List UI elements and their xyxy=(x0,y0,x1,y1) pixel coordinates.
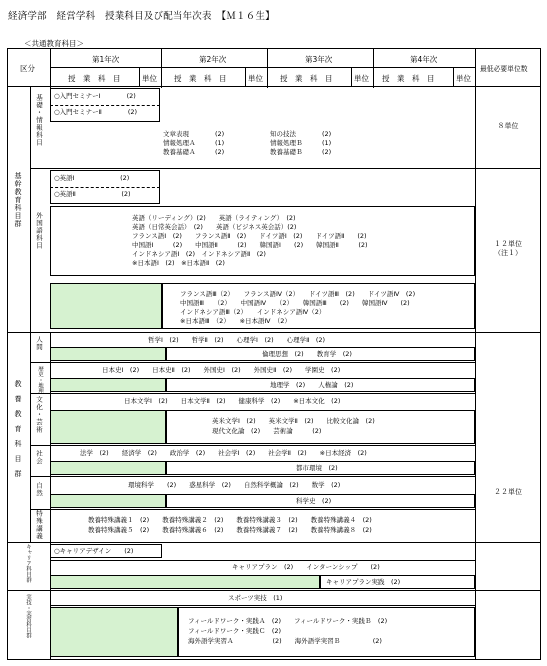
kiso-y2-3: 教養基礎Ａ (2) xyxy=(163,148,225,156)
shizen-b: 科学史 (2) xyxy=(296,497,332,505)
section-subtitle: ＜共通教育科目＞ xyxy=(24,39,84,48)
header-unit-4: 単位 xyxy=(456,74,471,83)
header-kubun: 区分 xyxy=(20,64,35,73)
group-shizen: 自然 xyxy=(35,482,43,497)
jitsugi-b-2: フィールドワーク・実践Ｃ (2) xyxy=(188,627,282,635)
ningen-b: 倫理思想 (2) 教育学 (2) xyxy=(262,350,352,358)
header-subject-3: 授 業 科 目 xyxy=(280,74,333,83)
header-subject-2: 授 業 科 目 xyxy=(174,74,227,83)
header-year2: 第2年次 xyxy=(199,55,227,64)
career-c: キャリアプラン実践 (2) xyxy=(326,578,401,586)
group-tokushu: 特殊講義 xyxy=(35,510,43,540)
group-ningen: 人間 xyxy=(35,336,43,351)
page-title: 経済学部 経営学科 授業科目及び配当年次表 【Ｍ１６生】 xyxy=(8,11,275,22)
kiso-y3-2: 情報処理Ｂ (1) xyxy=(270,139,332,147)
units-kiso: ８単位 xyxy=(497,122,519,130)
group-shakai: 社会 xyxy=(35,450,43,465)
shizen-a: 環境科学 (2) 惑星科学 (2) 自然科学概論 (2) 数学 (2) xyxy=(128,481,341,489)
tokushu-1: 教養特殊講義１ (2) 教養特殊講義２ (2) 教養特殊講義３ (2) 教養特殊講義４ (2) xyxy=(88,516,372,524)
gaikoku-b-2: 中国語Ⅲ （2） 中国語Ⅳ （2） 韓国語Ⅲ (2) 韓国語Ⅳ (2) xyxy=(180,299,410,307)
kiso-y1-1: ○入門セミナーⅠ (2) xyxy=(54,92,136,100)
group-bunka: 文化・芸術 xyxy=(35,396,43,434)
jitsugi-b-3: 海外語学実習Ａ (2) 海外語学実習Ｂ (2) xyxy=(188,637,382,645)
group-kiso: 基礎・情報科目 xyxy=(35,94,43,147)
rekishi-a: 日本史Ⅰ (2) 日本史Ⅱ (2) 外国史Ⅰ (2) 外国史Ⅱ (2) 学園史 (2) xyxy=(102,366,341,374)
kiso-y2-2: 情報処理Ａ (1) xyxy=(163,139,225,147)
header-unit-2: 単位 xyxy=(248,74,263,83)
tokushu-2: 教養特殊講義５ (2) 教養特殊講義６ (2) 教養特殊講義７ (2) 教養特殊講義８ (2) xyxy=(88,526,372,534)
jitsugi-b-1: フィールドワーク・実践Ａ (2) フィールドワーク・実践Ｂ (2) xyxy=(188,617,388,625)
units-gaikoku: １２単位 （注１） xyxy=(494,240,522,257)
gaikoku-b-4: ※日本語Ⅲ （2） ※日本語Ⅳ （2） xyxy=(180,317,291,325)
header-year3: 第3年次 xyxy=(305,55,333,64)
header-subject-4: 授 業 科 目 xyxy=(382,74,435,83)
header-unit-1: 単位 xyxy=(142,74,157,83)
group-rekishi: 歴史・地理 xyxy=(37,366,43,394)
gaikoku-a-6: ※日本語Ⅰ (2) ※日本語Ⅱ (2) xyxy=(132,259,225,267)
bunka-a: 日本文学Ⅰ (2) 日本文学Ⅱ (2) 健康科学 (2) ※日本文化 (2) xyxy=(124,397,341,405)
units-kyoyo: ２２単位 xyxy=(494,488,522,496)
career-a: ○キャリアデザイン (2) xyxy=(54,547,134,555)
gaikoku-shade xyxy=(50,283,162,329)
group-kikan: 基幹教育科目群 xyxy=(14,172,22,228)
kiso-y1-2: ○入門セミナーⅡ (2) xyxy=(54,108,138,116)
gaikoku-b-1: フランス語Ⅲ（2） フランス語Ⅳ（2） ドイツ語Ⅲ (2) ドイツ語Ⅳ (2) xyxy=(180,290,416,298)
ningen-a: 哲学Ⅰ (2) 哲学Ⅱ (2) 心理学Ⅰ (2) 心理学Ⅱ (2) xyxy=(148,336,326,344)
group-gaikoku: 外国語科目 xyxy=(35,212,43,250)
header-year4: 第4年次 xyxy=(410,55,438,64)
gaikoku-a-4: 中国語Ⅰ (2) 中国語Ⅱ (2) 韓国語Ⅰ (2) 韓国語Ⅱ (2) xyxy=(132,241,368,249)
eigo-y1-2: ○英語Ⅱ (2) xyxy=(54,190,131,198)
shakai-b: 都市環境 (2) xyxy=(296,464,338,472)
bunka-b-2: 現代文化論 (2) 芸術論 (2) xyxy=(212,427,322,435)
gaikoku-a-2: 英語（日常英会話） (2) 英語（ビジネス英会話）(2) xyxy=(132,223,297,231)
header-year1: 第1年次 xyxy=(92,55,120,64)
group-kyoyo: 教養教育科目群 xyxy=(14,380,22,485)
group-jitsugi: 実技・実習科目群 xyxy=(25,594,31,638)
rekishi-b: 地理学 (2) 人権論 (2) xyxy=(270,381,354,389)
gaikoku-a-3: フランス語Ⅰ (2) フランス語Ⅱ (2) ドイツ語Ⅰ (2) ドイツ語Ⅱ (2) xyxy=(132,232,367,240)
gaikoku-b-3: インドネシア語Ⅲ（2） インドネシア語Ⅳ（2） xyxy=(180,308,326,316)
bunka-b-1: 英米文学Ⅰ (2) 英米文学Ⅱ (2) 比較文化論 (2) xyxy=(212,417,375,425)
eigo-y1-1: ○英語Ⅰ (2) xyxy=(54,174,130,182)
header-subject-1: 授 業 科 目 xyxy=(68,74,121,83)
kiso-y3-3: 教養基礎Ｂ (2) xyxy=(270,148,332,156)
kiso-y3-1: 知の技法 (2) xyxy=(270,130,332,138)
career-b: キャリアプラン (2) インターンシップ (2) xyxy=(232,563,380,571)
kiso-y2-1: 文章表現 (2) xyxy=(163,130,225,138)
header-unit-3: 単位 xyxy=(354,74,369,83)
jitsugi-a: スポーツ実技 (1) xyxy=(228,594,283,602)
gaikoku-a-1: 英語（リーディング）(2) 英語（ライティング） (2) xyxy=(132,214,296,222)
gaikoku-a-5: インドネシア語Ⅰ (2) インドネシア語Ⅱ (2) xyxy=(132,250,266,258)
shakai-a: 法学 (2) 経済学 (2) 政治学 (2) 社会学Ⅰ (2) 社会学Ⅱ (2) ※日本経済 (2) xyxy=(80,449,367,457)
header-min-units: 最低必要単位数 xyxy=(480,65,528,73)
group-career: キャリア科目群 xyxy=(25,544,31,583)
